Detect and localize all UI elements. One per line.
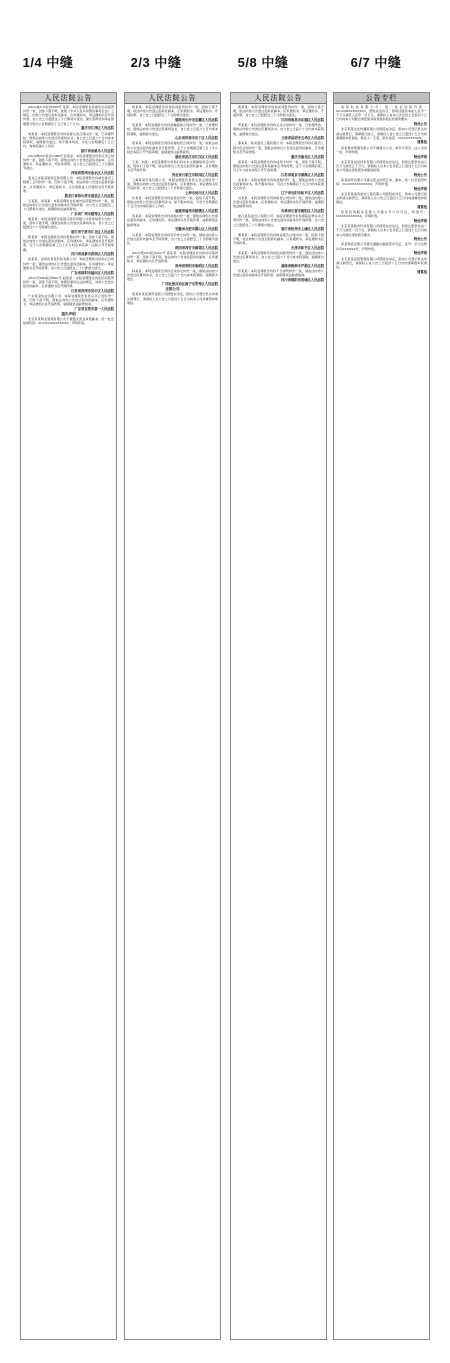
column-banner: 人民法院公告 [125, 93, 220, 104]
notice-text: 北京某某建筑装饰工程有限公司经股东决定，拟向公司登记机关申请注销登记，请债权人自公告之日起四十五日内向清算组申报债权。 [336, 191, 427, 205]
notice-signature: 吉林省长春市朝阳区人民法院 [281, 209, 324, 214]
notice-signature: 黑龙江省哈尔滨市道里区人民法院 [64, 193, 114, 198]
section-heading: 遗失声明 [61, 312, 76, 317]
notice-signature: 辽宁省沈阳市和平区人民法院 [281, 190, 324, 195]
notice-text: 唐某某：本院受理原告诉你信用卡纠纷一案，因你下落不明，现依法向你公告送达起诉状副本及开庭传票，定于公告期满后第三日上午九时在本院公开开庭审理。 [233, 159, 324, 172]
notice-text: 上海某某贸易有限公司：本院受理原告诉你买卖合同纠纷一案，现依法向你公告送达起诉状副本、应诉通知书、举证通知书及开庭传票。自公告之日起经过三十日即视为送达。 [127, 177, 218, 191]
notice-text: 周某某：本院受理原告某银行股份有限公司诉你信用卡纠纷一案，因你下落不明，现依法向你公告送达民事判决书。自公告之日起经过六十日即视为送达。 [23, 216, 114, 230]
column-header-3: 5/8 中缝 [237, 55, 289, 70]
notice-signature: 广西壮族自治区南宁市青秀区人民法院 [161, 282, 218, 287]
notice-signature: 清算组 [417, 269, 427, 274]
notice-text: 浙江某某进出口有限公司：本院受理原告诉你国际货物买卖合同纠纷一案，现依法向你公告送达起诉状副本及开庭传票，自公告之日起经过三十日即视为送达。 [233, 214, 324, 227]
notice-text: 宋某某：本院受理原告诉你离婚纠纷一案，现依法向你公告送达民事判决书。如不服本判决，可在公告期满后十五日内向本院递交上诉状。 [233, 177, 324, 191]
notice-text: 某某咨询服务有限公司遗失开户许可证，核准号：JXXXXXXXXXXX，声明作废。 [336, 210, 427, 219]
notice-text: 北京某某投资管理有限公司经股东决定，拟向公司登记机关申请注销登记，请债权人自公告之日起四十五日内向清算组申报债权。 [336, 256, 427, 269]
column-banner: 人民法院公告 [231, 93, 326, 104]
notice-text: 许某某：本院受理原告诉你追偿权纠纷一案，因你下落不明，现依法向你公告送达民事判决书。如不服本判决，可在公告期满后十五日内向本院递交上诉状。 [127, 196, 218, 209]
notice-text: 彭某某：本院受理原告诉你不当得利纠纷一案，现依法向你公告送达起诉状副本及开庭传票，逾期将依法缺席裁判。 [233, 268, 324, 278]
column-body [231, 104, 326, 282]
column-banner: 公告专栏 [334, 93, 429, 104]
notice-text: 孙某某、深圳市某某科技有限公司：本院受理原告诉你们合同纠纷一案，现依法向你们公告送达起诉状副本、应诉通知书、举证通知书及开庭传票。自公告之日起经过三十日即视为送达。 [23, 257, 114, 270]
notice-text: 杨某某：本院受理原告诉你民间借贷纠纷一案，因你下落不明，依法向你公告送达起诉状副本、应诉通知书、举证通知书、开庭传票。自公告之日起经过三十日即视为送达。 [127, 105, 218, 118]
notice-signature: 特此公告 [413, 122, 427, 127]
notice-signature: 上海市闵行区人民法院 [185, 190, 218, 195]
column-body [21, 104, 116, 326]
notice-signature: 湖南省株洲市芦淞区人民法院 [281, 263, 324, 268]
notice-signature: 浙江省余姚市人民法院 [81, 148, 114, 153]
notice-signature: 四川省绵阳市涪城区人民法院 [281, 277, 324, 282]
notice-text: (2021)苏0506民初8821号 赵某某：本院受理原告诉你民间借贷纠纷一案，因你下落不明，依照民事诉讼法的规定，向你公告送达起诉状副本、应诉通知书及开庭传票。 [23, 275, 114, 288]
notice-signature: 特此公告 [413, 237, 427, 242]
notice-text: 林某某：本院受理原告诉你合伙协议纠纷一案，现依法向你公告送达民事判决书，自公告之日起六十日内来本院领取，逾期视为送达。 [127, 268, 218, 282]
section-heading: 注销公告 [165, 287, 180, 292]
notice-signature: 清算组 [417, 140, 427, 145]
notice-text: 冯某某：本院受理原告诉你租赁合同纠纷一案，现依法向你公告送达起诉状副本、应诉通知书、举证通知书及开庭传票。逾期将依法缺席判决。 [233, 196, 324, 209]
notice-signature: 特此声明 [413, 186, 427, 191]
notice-signature: 湖南省长沙市岳麓区人民法院 [175, 118, 218, 123]
notice-text: 刘某某：本院受理原告诉你房屋买卖合同纠纷一案，已审理终结。现依法向你公告送达民事判决书。自公告之日起六十日内来本院领取，逾期视为送达。如不服本判决，可在公告期满后十五日内，向本院递交上诉状。 [23, 131, 114, 148]
notice-text: 王某某、李某某：本院受理原告诉被告民间借贷纠纷一案，现依法向你们公告送达起诉状副本及开庭传票。自公告之日起经过三十日即视为送达，逾期将依法缺席裁判。 [23, 198, 114, 211]
notice-signature: 浙江省宁波市江北区人民法院 [71, 229, 114, 234]
notice-signature: 云南省昆明市五华区人民法院 [281, 136, 324, 141]
notice-signature: 重庆市江津区人民法院 [81, 126, 114, 131]
notice-text: 北京某某文化传播有限公司经股东决定，拟向公司登记机关申请注销登记，清算组已成立，请债权人自公告之日起四十五日内向清算组申报债权。联系人：王某，联系电话：010-XXXXXXXX。 [336, 127, 427, 140]
notice-signature: 江西省南昌市东湖区人民法院 [281, 118, 324, 123]
notice-text: 邓某某：本院受理原告诉你民间借贷纠纷一案，现依法向你公告送达民事判决书，自公告之日起六十日内来本院领取，逾期视为送达。 [233, 250, 324, 264]
notice-text: 广东某某实业有限公司：本院受理原告诉你买卖合同纠纷一案，因你下落不明，现依法向你公告送达起诉状副本、应诉通知书、举证通知书及开庭传票。逾期将依法缺席判决。 [23, 293, 114, 307]
notice-signature: 山东省济南市历下区人民法院 [175, 136, 218, 141]
section-text: 北京某某物业管理有限公司不慎遗失营业执照副本，统一社会信用代码：91110105XXXXXXXX，声明作废。 [23, 317, 114, 326]
notice-signature: 四川省成都市武侯区人民法院 [71, 252, 114, 257]
notice-signature: 天津市和平区人民法院 [291, 245, 324, 250]
notice-text: 吴某某：本院受理原告诉你金融借款合同纠纷一案，已审理终结。现依法向你公告送达民事判决书，自公告之日起六十日内来本院领取，逾期视为送达。 [127, 123, 218, 136]
notice-signature: 河南省郑州市金水区人民法院 [71, 171, 114, 176]
notice-text: 谢某某、某某建设工程有限公司：本院受理原告诉你们建设工程分包合同纠纷一案，现依法向你们公告送达起诉状副本、应诉通知书及开庭传票。 [233, 141, 324, 154]
section-text: 某某市某某商贸有限公司经股东决定，拟向公司登记机关申请注销登记，请债权人自公告之日起四十五日内向本公司清算组申报债权。 [127, 292, 218, 305]
notice-signature: 特此公告 [413, 172, 427, 177]
notice-text: 陈某某：本院受理原告诉你离婚纠纷一案，因你下落不明，现依法向你公告送达起诉状副本、应诉通知书、举证通知书及开庭传票，定于公告期满后第三日上午九时在本院第一法庭公开开庭审理。 [23, 235, 114, 252]
notice-column-1 [20, 92, 117, 1340]
notice-signature: 河北省石家庄市桥西区人民法院 [171, 172, 218, 177]
notice-signature: 福建省福州市鼓楼区人民法院 [175, 209, 218, 214]
notice-signature: 江苏省南京市秦淮区人民法院 [281, 172, 324, 177]
column-header-1: 1/4 中缝 [22, 55, 74, 70]
notice-column-2 [124, 92, 221, 1340]
notice-text: 郑某某：本院受理原告诉你房屋租赁合同纠纷一案，现依法向你公告送达起诉状副本及开庭传票，定于公告期满后第三日上午九时在本院公开开庭审理，逾期将依法缺席裁判。 [127, 141, 218, 154]
column-banner: 人民法院公告 [21, 93, 116, 104]
notice-signature: 特此声明 [413, 154, 427, 159]
notice-text: 马某某：本院受理原告诉你劳动争议纠纷一案，现依法向你公告送达起诉状副本及开庭传票，自公告之日起经过三十日即视为送达。 [127, 232, 218, 245]
notice-signature: 安徽省合肥市蜀山区人民法院 [175, 227, 218, 232]
notice-text: 何某某：本院受理原告诉你离婚纠纷一案，现依法向你公告送达起诉状副本、应诉通知书、举证通知书及开庭传票。逾期将依法缺席判决。 [127, 214, 218, 227]
notice-signature: 特此声明 [413, 219, 427, 224]
notice-signature: 湖北省武汉市江汉区人民法院 [175, 154, 218, 159]
notice-signature: 特此声明 [413, 251, 427, 256]
column-header-4: 6/7 中缝 [350, 55, 402, 70]
notice-column-4 [333, 92, 430, 1340]
column-body [125, 104, 220, 305]
notice-text: 黑龙江省某某建筑安装有限公司：本院受理原告诉被告建设工程施工合同纠纷一案，因你下落不明，依法向你公告送达起诉状副本、应诉通知书、举证通知书、合议庭组成人员通知书及开庭传票。 [23, 176, 114, 193]
notice-signature: 江苏省苏州市吴中区人民法院 [71, 288, 114, 293]
notice-signature: 陕西省西安市雁塔区人民法院 [175, 245, 218, 250]
notice-text: 黄某某：本院受理原告诉你民间借贷纠纷一案，因你下落不明，依法向你公告送达起诉状副本、应诉通知书、举证通知书、开庭传票。自公告之日起经过三十日即视为送达。 [233, 105, 324, 118]
notice-text: 北京某某教育科技有限公司经股东会决议，拟将注册资本由一千万元减至一百万元，请债权人自本公告见报之日起四十五日内向本公司提出清偿债务要求。 [336, 224, 427, 237]
notice-text: (2021)豫0105民初15288号 张某某：本院受理原告诉你买卖合同纠纷一案，因你下落不明，现依法向你公告送达起诉状副本、应诉通知书、举证通知书、开庭传票等。自公告之日起经过三十日即视为送达。 [23, 153, 114, 171]
notice-text: 某某科技有限公司：统一社会信用代码：91110108XXXXXXXX，经股东会决议，拟将注册资本由人民币一千万元减至人民币一百万元，请债权人自本公告见报之日起四十五日内向本公司提出清偿债务或者提供相应担保的要求。 [336, 105, 427, 122]
column-body [334, 104, 429, 274]
notice-text: 王某、刘某：本院受理原告诉你们机动车交通事故责任纠纷一案，因你们下落不明，依法向你们公告送达起诉状副本、应诉通知书及开庭传票。 [127, 159, 218, 172]
notice-signature: 清算组 [417, 205, 427, 209]
notice-text: 某某物流有限公司遗失道路运输经营许可证，证号：京交运管许可XXXXXX号，声明作废。 [336, 242, 427, 251]
notice-text: 曹某某：本院受理原告诉你物业服务合同纠纷一案，因你下落不明，依法向你公告送达起诉状副本、应诉通知书、举证通知书及开庭传票。 [233, 232, 324, 245]
notice-signature: 广东省深圳市福田区人民法院 [71, 270, 114, 275]
notice-signature: 重庆市渝北区人民法院 [291, 154, 324, 159]
notice-signature: 广东省广州市越秀区人民法院 [71, 211, 114, 216]
notice-signature: 贵州省贵阳市南明区人民法院 [175, 263, 218, 268]
notice-text: 某某商贸有限公司遗失营业执照正本、副本，统一社会信用代码：91110105XXXXXXXX，声明作废。 [336, 177, 427, 187]
notice-text: (2021)贵0102民初6611号 高某某：本院受理原告诉你民间借贷纠纷一案，因你下落不明，依法向你公告送达起诉状副本、应诉通知书、举证通知书及开庭传票。 [127, 250, 218, 264]
notice-text: 某某餐饮管理有限公司不慎遗失公章、财务专用章、法人章各一枚，声明作废。 [336, 145, 427, 154]
notice-text: (2021)渝0116民初9300号 某某：本院受理原告诉被告民间借贷纠纷一案，因你下落不明，依照《中华人民共和国民事诉讼法》之规定，向你公告送达起诉状副本、应诉通知书、举证通知书及开庭传票。自公告之日起经过三十日即视为送达。提出答辩状和举证的期限分别为公告期满后十五日和三十日内。 [23, 105, 114, 126]
notice-text: 罗某某：本院受理原告诉你买卖合同纠纷一案，已审理终结。现依法向你公告送达民事判决书，自公告之日起六十日内来本院领取，逾期视为送达。 [233, 123, 324, 136]
notice-signature: 浙江省杭州市上城区人民法院 [281, 227, 324, 232]
notice-signature: 广东省东莞市第一人民法院 [74, 306, 114, 311]
column-header-2: 2/3 中缝 [130, 55, 182, 70]
notice-column-3 [230, 92, 327, 1340]
notice-text: 北京某某信息技术有限公司经股东会决议，拟将注册资本由五百万元减至五十万元，请债权人自本公告见报之日起四十五日内向本公司提出清偿债务或提供担保。 [336, 159, 427, 172]
